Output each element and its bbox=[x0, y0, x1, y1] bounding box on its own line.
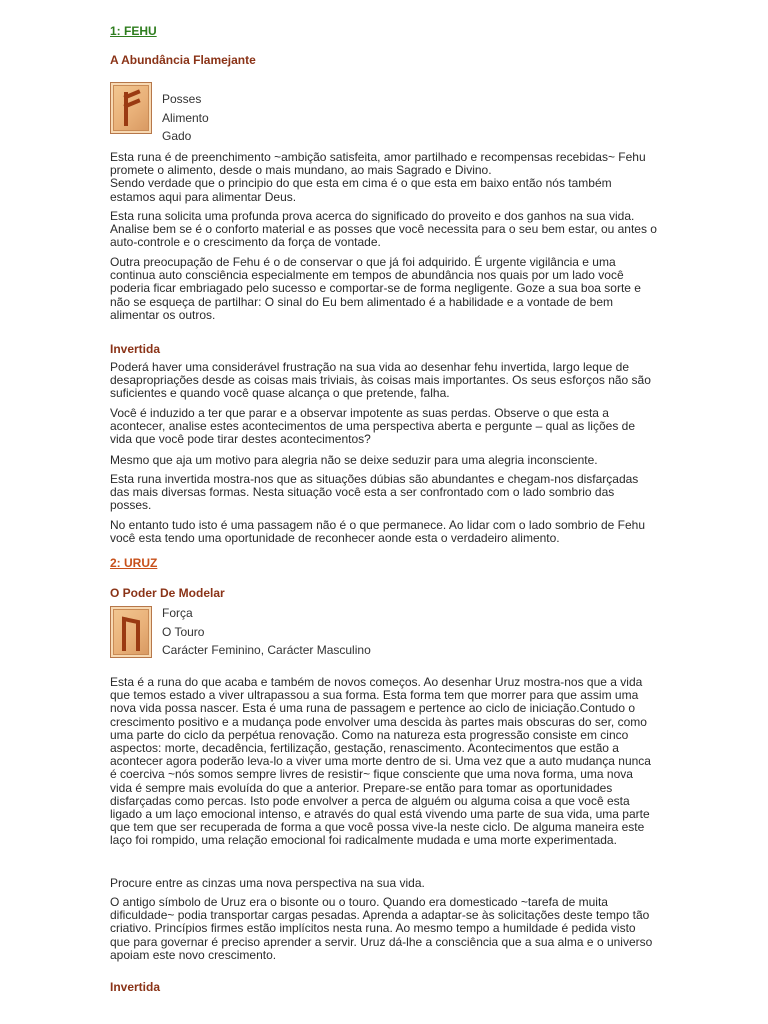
paragraph: Esta é a runa do que acaba e também de novos começos. Ao desenhar Uruz mostra-nos que a vida que temos estado a viver ultrapassou a sua forma. Esta forma tem que morrer para que assim uma nova vida possa nascer. Esta é uma runa de passagem e pertence ao ciclo de iniciação.Contudo o crescimento positivo e a mudança pode envolver uma descida às partes mais obscuras do ser, como uma parte do ciclo da perpétua renovação. Como na natureza esta progressão consiste em cinco aspectos: morte, decadência, fertilização, gestação, renascimento. Acontecimentos que estão a acontecer agora poderão leva-lo a viver uma morte dentro de si. Uma vez que a auto mudança nunca é coerciva ~nós somos sempre livres de resistir~ fique consciente que uma nova forma, uma nova vida é sempre mais evoluída do que a anterior. Prepare-se então para tomar as oportunidades disfarçadas como percas. Isto pode envolver a perca de alguém ou alguma coisa a que você esta ligado a um laço emocional intenso, e através do qual está vivendo uma parte de sua vida, uma parte que tem que ser recuperada de forma a que você possa vive-la neste ciclo. De alguma maneira este laço foi rompido, uma relação emocional foi radicalmente mudada e uma morte experimentada. bbox=[110, 675, 651, 848]
paragraph: Esta runa é de preenchimento ~ambição satisfeita, amor partilhado e recompensas recebidas~ Fehu promete o alimento, desde o mais mundano, ao mais Sagrado e Divino. Sendo verdade que o principio do que esta em cima é o que esta em baixo então nós também estamos aqui para alimentar Deus. bbox=[110, 150, 646, 204]
section-title-uruz[interactable]: 2: URUZ bbox=[110, 556, 158, 570]
inverted-title-fehu: Invertida bbox=[110, 342, 161, 356]
uruz-attributes bbox=[162, 604, 371, 660]
attribute-item: O Touro bbox=[162, 624, 205, 639]
paragraph: Esta runa solicita uma profunda prova acerca do significado do proveito e dos ganhos na sua vida. Analise bem se é o conforto material e as posses que você necessita para o seu bem estar, ou antes o auto-controle e o crescimento da força de vontade. bbox=[110, 209, 657, 250]
paragraph: No entanto tudo isto é uma passagem não é o que permanece. Ao lidar com o lado sombrio de Fehu você esta tendo uma oportunidade de reconhecer aonde esta o verdadeiro alimento. bbox=[110, 518, 645, 546]
attribute-item: Carácter Feminino, Carácter Masculino bbox=[162, 643, 371, 657]
attribute-item: Posses bbox=[162, 92, 202, 106]
attribute-item: Gado bbox=[162, 129, 192, 143]
fehu-attributes bbox=[162, 90, 209, 146]
paragraph: Mesmo que aja um motivo para alegria não se deixe seduzir para uma alegria inconsciente. bbox=[110, 453, 598, 467]
section-subtitle-uruz: O Poder De Modelar bbox=[110, 586, 225, 600]
inverted-title-uruz: Invertida bbox=[110, 980, 161, 994]
paragraph: Poderá haver uma considerável frustração na sua vida ao desenhar fehu invertida, largo leque de desapropriações desde as coisas mais triviais, às coisas mais importantes. Os seus esforços não são suficientes e quando você quase alcança o que pretende, falha. bbox=[110, 360, 651, 401]
section-subtitle-fehu: A Abundância Flamejante bbox=[110, 53, 256, 67]
attribute-item: Força bbox=[162, 606, 193, 620]
paragraph: O antigo símbolo de Uruz era o bisonte ou o touro. Quando era domesticado ~tarefa de muita dificuldade~ podia transportar cargas pesadas. Aprenda a adaptar-se às solicitações deste tempo tão criativo. Princípios firmes estão implícitos nesta runa. Ao mesmo tempo a humildade é pedida visto que para governar é preciso aprender a servir. Uruz dá-lhe a consciência que a sua alma e o universo apoiam este novo crescimento. bbox=[110, 895, 653, 962]
paragraph: Você é induzido a ter que parar e a observar impotente as suas perdas. Observe o que esta a acontecer, analise estes acontecimentos de uma perspectiva aberta e pergunte – qual as lições de vida que você pode tirar destes acontecimentos? bbox=[110, 406, 635, 447]
section-title-fehu[interactable]: 1: FEHU bbox=[110, 24, 157, 38]
paragraph: Procure entre as cinzas uma nova perspectiva na sua vida. bbox=[110, 876, 425, 890]
attribute-item: Alimento bbox=[162, 110, 209, 125]
paragraph: Outra preocupação de Fehu é o de conservar o que já foi adquirido. É urgente vigilância e uma continua auto consciência especialmente em tempos de abundância nos quais por um lado você poderia ficar embriagado pelo sucesso e comportar-se de forma negligente. Goze a sua boa sorte e não se esqueça de partilhar: O sinal do Eu bem alimentado é a habilidade e a vontade de bem alimentar os outros. bbox=[110, 255, 641, 322]
uruz-rune-icon bbox=[110, 606, 152, 658]
paragraph: Esta runa invertida mostra-nos que as situações dúbias são abundantes e chegam-nos disfarçadas das mais diversas formas. Nesta situação você esta a ser confrontado com o lado sombrio das posses. bbox=[110, 472, 639, 513]
fehu-rune-icon bbox=[110, 82, 152, 134]
